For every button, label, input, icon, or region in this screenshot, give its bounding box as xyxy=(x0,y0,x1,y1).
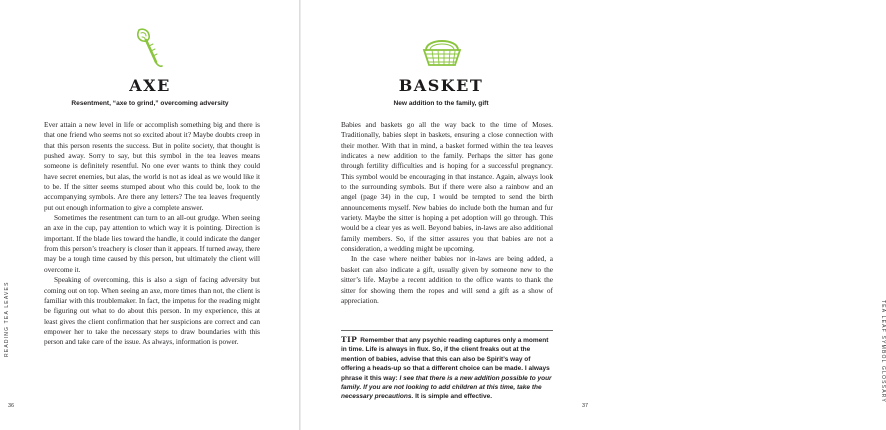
basket-icon xyxy=(420,30,464,70)
tip-divider xyxy=(341,330,553,331)
tip-box xyxy=(341,335,553,402)
left-page xyxy=(0,0,299,430)
page-number: 36 xyxy=(8,403,15,409)
entry-subtitle: Resentment, “axe to grind,” overcoming adversity xyxy=(71,100,229,107)
entry-title: BASKET xyxy=(398,76,484,95)
entry-title: AXE xyxy=(129,76,171,95)
body-paragraph: In the case where neither babies nor in-laws are being added, a basket can also indicate a gift, usually given by someone new to the sitter’s life. Maybe a recent addition to the office wants to thank the sitter for showing them the ropes and will send a gift as a show of appreciation. xyxy=(341,254,553,305)
tip-text: Remember that any psychic reading captures only a moment in time. Life is always in flux. So, if the client freaks out at the mention of babies, advise that this can also be Spirit’s way of offering a heads-up so that a different choice can be made. I always phrase it this way: xyxy=(341,337,550,382)
axe-icon xyxy=(129,26,171,70)
body-paragraph: Speaking of overcoming, this is also a sign of facing adversity but coming out on top. When seeing an axe, more times than not, the client is familiar with this troublemaker. In fact, the impetus for the reading might be figuring out what to do about this person. In my experience, this at least gives the client confirmation that her suspicions are correct and can empower her to take the necessary steps to draw boundaries with this person and take care of the issue. As always, information is power. xyxy=(44,275,260,347)
running-head: READING TEA LEAVES xyxy=(4,281,10,357)
right-page xyxy=(301,0,886,430)
body-paragraph: Babies and baskets go all the way back to the time of Moses. Traditionally, babies slept in baskets, ensuring a close connection with their mother. With that in mind, a basket formed within the tea leaves indicates a new addition to the family. Perhaps the sitter has gone through fertility difficulties and is hoping for a successful pregnancy. This symbol would be encouraging in that instance. Again, always look to the surrounding symbols. But if there were also a rainbow and an angel (page 34) in the cup, I would be tempted to send the birth announcements myself. New babies do include both the human and fur variety. Maybe the sitter is hoping a pet adoption will go through. This would be a clear yes as well. Beyond babies, in-laws are also additional family members. So, if the sitter assures you that babies are not a consideration, a wedding might be upcoming. xyxy=(341,120,553,254)
tip-label: TIP xyxy=(341,335,358,344)
body-paragraph: Ever attain a new level in life or accomplish something big and there is that one friend who seems not so excited about it? Maybe doubts creep in that this person resents the success. But in polite society, that thought is pushed away. Sorry to say, but this symbol in the tea leaves means someone is definitely resentful. No one ever wants to think they could have secret enemies, but alas, the world is not as ideal as we would like it to be. If the sitter seems stumped about who this could be, look to the accompanying symbols. Are there any letters? The tea leaves frequently put out enough information to give a complete answer. xyxy=(44,120,260,212)
body-paragraph: Sometimes the resentment can turn to an all-out grudge. When seeing an axe in the cup, pay attention to which way it is pointing. Direction is important. If the blade lies toward the handle, it could indicate the danger from this person’s treachery is closer than it appears. If turned away, there may be a tough time caused by this person, but ultimately the client will overcome it. xyxy=(44,213,260,274)
tip-italic-text: I see that there is a new addition possible to your family. If you are not looking to add children at this time, take the necessary precautions. xyxy=(341,374,552,401)
entry-body xyxy=(341,120,553,306)
page-number: 37 xyxy=(582,403,589,409)
tip-closing-text: It is simple and effective. xyxy=(415,393,493,401)
running-head: TEA LEAF SYMBOL GLOSSARY xyxy=(880,300,886,403)
entry-subtitle: New addition to the family, gift xyxy=(393,100,489,107)
entry-body xyxy=(44,120,260,348)
